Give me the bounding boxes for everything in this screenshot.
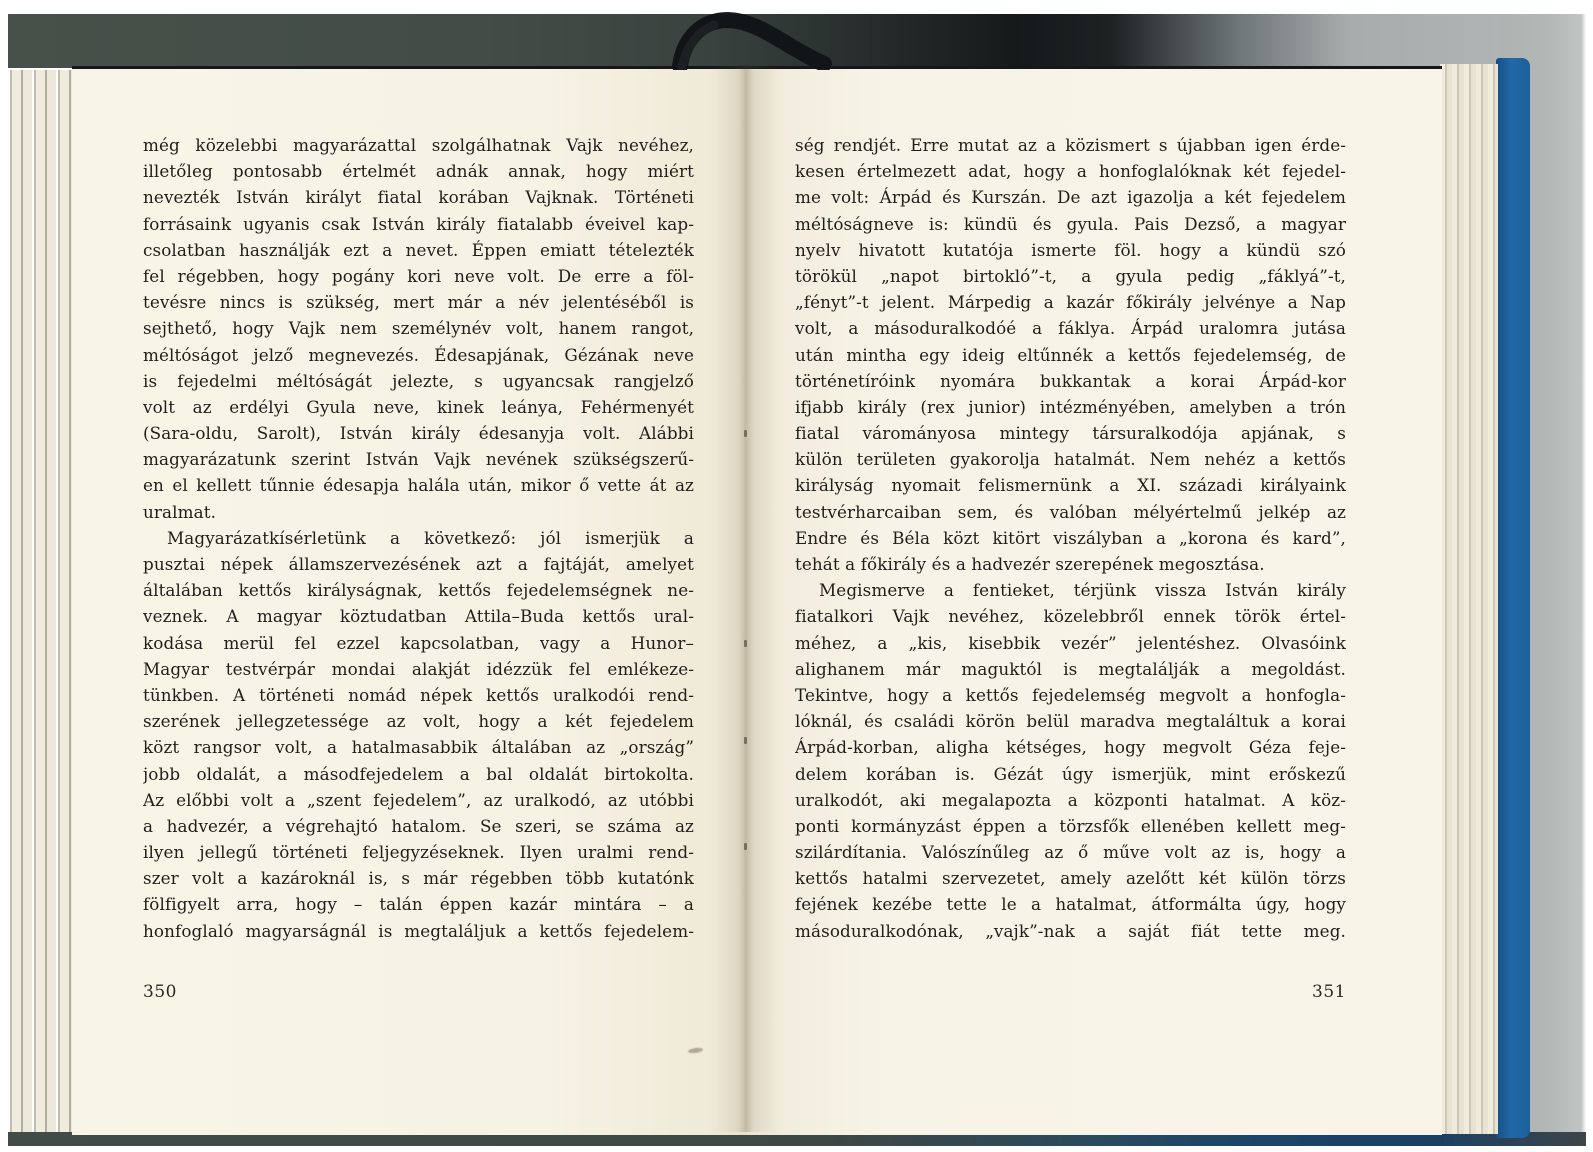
text-line: fel régebben, hogy pogány kori neve volt. De erre a föl- xyxy=(143,265,694,286)
text-line: kesen értelmezett adat, hogy a honfoglalóknak két fejedel- xyxy=(795,161,1346,182)
text-line: méltóságot jelző megnevezés. Édesapjának, Gézának neve xyxy=(143,344,694,365)
text-line: szerének jellegzetessége az volt, hogy a két fejedelem xyxy=(143,711,694,732)
text-line: nyelv hivatott kutatója ismerte föl. hogy a kündü szó xyxy=(795,239,1346,260)
text-line: Magyar testvérpár mondai alakját idézzük fel emlékeze- xyxy=(143,658,694,679)
left-page-text xyxy=(143,132,694,944)
text-line: szilárdítania. Valószínűleg az ő műve volt az is, hogy a xyxy=(795,842,1346,863)
text-line: ilyen jellegű történeti feljegyzéseknek. Ilyen uralmi rend- xyxy=(143,842,694,863)
text-line: Megismerve a fentieket, térjünk vissza István király xyxy=(819,580,1346,601)
text-line: illetőleg pontosabb értelmét adnák annak, hogy miért xyxy=(143,161,694,182)
book-gutter xyxy=(714,66,778,1132)
text-line: külön területen gyakorolja hatalmát. Nem nehéz a kettős xyxy=(795,449,1346,470)
gutter-stitch xyxy=(744,843,747,850)
text-line: jobb oldalát, a másodfejedelem a bal oldalát birtokolta. xyxy=(143,763,694,784)
text-line: másoduralkodónak, „vajk”-nak a saját fiát tette meg. xyxy=(795,920,1346,941)
gutter-stitch xyxy=(744,737,747,744)
text-line: pusztai népek államszervezésének azt a fajtáját, amelyet xyxy=(143,554,694,574)
right-page-number: 351 xyxy=(1312,982,1346,1002)
text-line: a hadvezér, a végrehajtó hatalom. Se szeri, se száma az xyxy=(143,815,694,836)
text-line: fiatalkori Vajk nevéhez, közelebbről ennek török értel- xyxy=(795,606,1346,627)
text-line: tevésre nincs is szükség, mert már a név jelentéséből is xyxy=(143,292,694,313)
gutter-stitch xyxy=(744,430,747,437)
text-line: uralkodót, aki megalapozta a központi hatalmat. A köz- xyxy=(795,789,1346,810)
text-line: Árpád-korban, aligha kétséges, hogy megvolt Géza feje- xyxy=(795,737,1346,758)
text-line: is fejedelmi méltóságát jelezte, s ugyancsak rangjelző xyxy=(143,370,694,391)
right-page-text xyxy=(795,132,1346,944)
text-line: en el kellett tűnnie édesapja halála után, mikor ő vette át az xyxy=(143,475,694,496)
text-line: méhez, a „kis, kisebbik vezér” jelentéshez. Olvasóink xyxy=(795,632,1346,653)
text-line: fölfigyelt arra, hogy – talán éppen kazár mintára – a xyxy=(143,894,694,915)
text-line: közt rangsor volt, a hatalmasabbik általában az „ország” xyxy=(143,737,694,758)
text-line: fejének kezébe tette le a hatalmat, átformálta úgy, hogy xyxy=(795,894,1346,915)
gutter-stitch xyxy=(744,640,747,647)
text-line: általában kettős királyságnak, kettős fejedelemségnek ne- xyxy=(143,580,694,601)
text-line: kettős hatalmi szervezetet, amely azelőtt két külön törzs xyxy=(795,868,1346,889)
text-line: honfoglaló magyarságnál is megtaláljuk a kettős fejedelem- xyxy=(143,920,694,941)
text-line: Endre és Béla közt kitört viszályban a „korona és kard”, xyxy=(795,527,1346,548)
text-line: me volt: Árpád és Kurszán. De azt igazolja a két fejedelem xyxy=(795,187,1346,208)
text-line: ség rendjét. Erre mutat az a közismert s újabban igen érde- xyxy=(795,135,1346,155)
page-edge-stack-right xyxy=(1440,64,1498,1134)
text-line: Tekintve, hogy a kettős fejedelemség megvolt a honfogla- xyxy=(795,684,1346,705)
text-line: tehát a főkirály és a hadvezér szerepének megosztása. xyxy=(795,554,1265,574)
text-line: Az előbbi volt a „szent fejedelem”, az uralkodó, az utóbbi xyxy=(143,789,694,810)
text-line: méltóságneve is: kündü és gyula. Pais Dezső, a magyar xyxy=(795,213,1346,234)
text-line: sejthető, hogy Vajk nem személynév volt, hanem rangot, xyxy=(143,318,694,339)
text-line: történetíróink nyomára bukkantak a korai Árpád-kor xyxy=(795,370,1346,391)
text-line: lóknál, és családi körön belül maradva megtaláltuk a korai xyxy=(795,711,1346,732)
text-line: után mintha egy ideig eltűnnék a kettős fejedelemség, de xyxy=(795,344,1346,365)
text-line: királyság nyomait felismernünk a XI. századi királyaink xyxy=(795,475,1346,496)
text-line: forrásaink ugyanis csak István király fiatalabb éveivel kap- xyxy=(143,213,694,234)
book-cover-edge xyxy=(1496,58,1530,1138)
text-line: tünkben. A történeti nomád népek kettős uralkodói rend- xyxy=(143,684,694,705)
text-line: fiatal várományosa mintegy társuralkodója apjának, s xyxy=(795,423,1346,444)
text-line: (Sara-oldu, Sarolt), István király édesanyja volt. Alábbi xyxy=(143,423,694,444)
text-line: volt az erdélyi Gyula neve, kinek leánya, Fehérmenyét xyxy=(143,396,694,417)
bookmark-ribbon xyxy=(598,4,898,70)
text-line: magyarázatunk szerint István Vajk nevének szükségszerű- xyxy=(143,449,694,470)
text-line: szer volt a kazároknál is, s már régebben több kutatónk xyxy=(143,868,694,889)
text-line: veznek. A magyar köztudatban Attila–Buda kettős ural- xyxy=(143,606,694,627)
text-line: testvérharcaiban sem, és valóban mélyértelmű jelkép az xyxy=(795,501,1346,522)
text-line: ifjabb király (rex junior) intézményében, amelyben a trón xyxy=(795,396,1346,417)
text-line: „fényt”-t jelent. Márpedig a kazár főkirály jelvénye a Nap xyxy=(795,292,1346,313)
text-line: még közelebbi magyarázattal szolgálhatnak Vajk nevéhez, xyxy=(143,135,694,155)
left-page-number: 350 xyxy=(143,982,177,1002)
text-line: ponti kormányzást éppen a törzsfők ellenében kellett meg- xyxy=(795,815,1346,836)
text-line: alighanem már maguktól is megtalálják a megoldást. xyxy=(795,658,1346,679)
text-line: uralmat. xyxy=(143,501,216,522)
text-line: kodása merül fel ezzel kapcsolatban, vagy a Hunor– xyxy=(143,632,694,653)
text-line: törökül „napot birtokló”-t, a gyula pedig „fáklyá”-t, xyxy=(795,265,1346,286)
text-line: csolatban használják ezt a nevet. Éppen emiatt tételezték xyxy=(143,239,694,260)
text-line: volt, a másoduralkodóé a fáklya. Árpád uralomra jutása xyxy=(795,318,1346,339)
page-edge-stack-left xyxy=(8,70,74,1132)
text-line: Magyarázatkísérletünk a következő: jól ismerjük a xyxy=(167,527,694,548)
text-line: nevezték István királyt fiatal korában Vajknak. Történeti xyxy=(143,187,694,208)
text-line: delem korában is. Gézát úgy ismerjük, mint erőskezű xyxy=(795,763,1346,784)
